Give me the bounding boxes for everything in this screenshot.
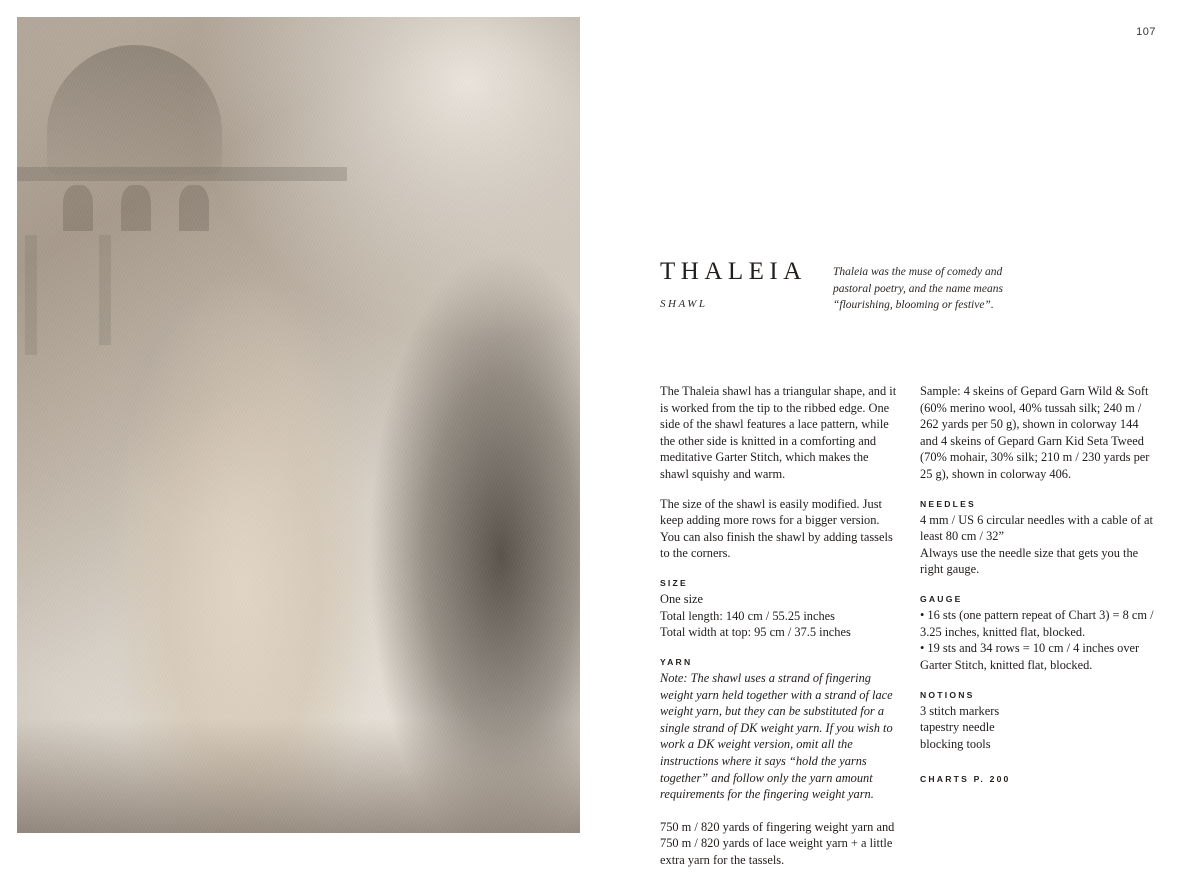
section-heading-yarn: YARN [660,656,693,667]
section-heading-notions: NOTIONS [920,689,975,700]
pattern-left-column [660,383,899,882]
section-heading-gauge: GAUGE [920,594,963,605]
notions-line: 3 stitch markers [920,703,1000,718]
pattern-right-column [920,383,1158,882]
yarn-note: Note: The shawl uses a strand of fingering weight yarn held together with a strand of lace weight yarn, but they can be substituted for a single strand of DK weight yarn. If you wish to work a DK weight version, omit all the instructions where it says “hold the yarns together” and follow only the yarn amount requirements for the fingering weight yarn. [660,670,893,802]
section-heading-size: SIZE [660,578,688,589]
intro-paragraph-2: The size of the shawl is easily modified. Just keep adding more rows for a bigger version. You can also finish the shawl by adding tassels to the corners. [660,496,893,561]
page-title: THALEIA [660,258,807,285]
charts-reference: CHARTS P. 200 [920,774,1011,785]
intro-paragraph-1: The Thaleia shawl has a triangular shape, and it is worked from the tip to the ribbed edge. One side of the shawl features a lace pattern, while the other side is knitted in a comforting and meditative Garter Stitch, which makes the shawl squishy and warm. [660,384,897,482]
size-line: Total length: 140 cm / 55.25 inches [660,608,835,623]
pattern-columns [660,383,1158,882]
muse-note: Thaleia was the muse of comedy and pastoral poetry, and the name means “flourishing, blooming or festive”. [833,266,1003,312]
gauge-line: • 19 sts and 34 rows = 10 cm / 4 inches over Garter Stitch, knitted flat, blocked. [920,641,1140,672]
title-block [660,258,1158,310]
section-heading-needles: NEEDLES [920,498,976,509]
pattern-subtitle: SHAWL [660,298,708,310]
yarn-amount: 750 m / 820 yards of fingering weight yarn and 750 m / 820 yards of lace weight yarn + a little extra yarn for the tassels. [660,819,895,868]
sample-paragraph: Sample: 4 skeins of Gepard Garn Wild & Soft (60% merino wool, 40% tussah silk; 240 m / 262 yards per 50 g), shown in colorway 144 and 4 skeins of Gepard Garn Kid Seta Tweed (70% mohair, 30% silk; 210 m / 230 yards per 25 g), shown in colorway 406. [920,384,1150,482]
notions-line: blocking tools [920,736,991,751]
needles-line: 4 mm / US 6 circular needles with a cable of at least 80 cm / 32” [920,512,1153,544]
size-line: One size [660,592,704,607]
notions-line: tapestry needle [920,720,995,735]
photo-texture-overlay [17,17,580,833]
page-number: 107 [1136,26,1156,38]
pattern-photo [17,17,580,833]
needles-line: Always use the needle size that gets you the right gauge. [920,545,1139,577]
gauge-line: • 16 sts (one pattern repeat of Chart 3) = 8 cm / 3.25 inches, knitted flat, blocked. [920,608,1154,639]
pattern-text-page [660,0,1158,868]
size-line: Total width at top: 95 cm / 37.5 inches [660,625,851,640]
